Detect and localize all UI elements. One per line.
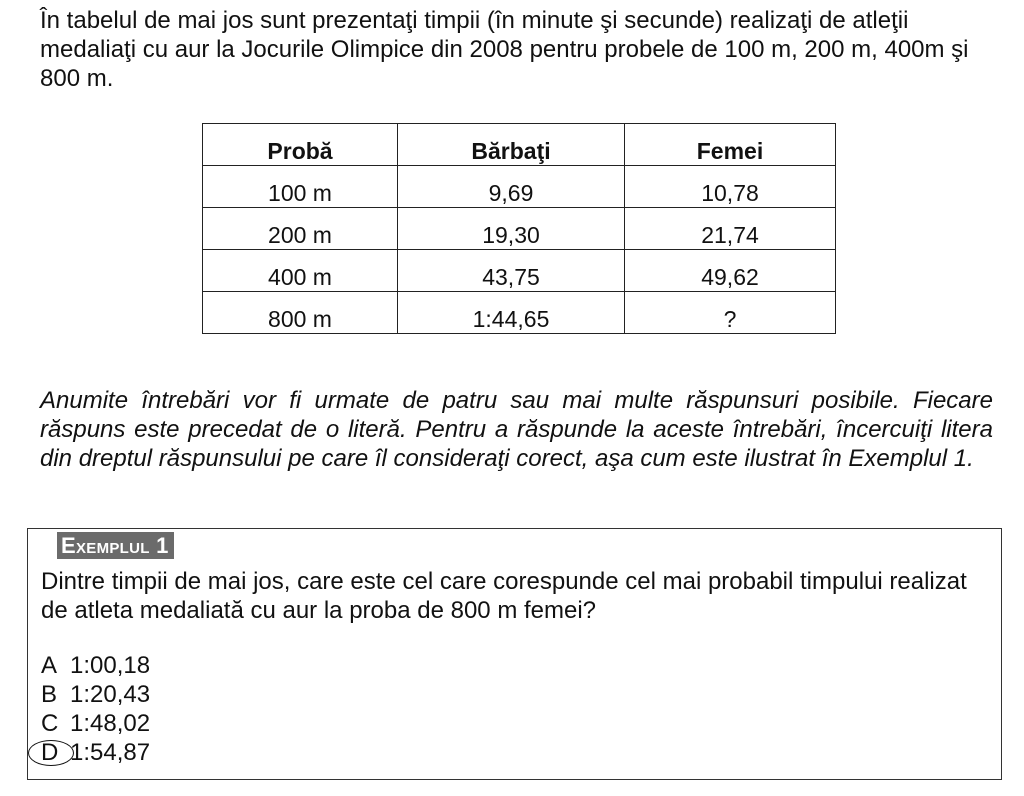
table-row xyxy=(203,166,836,208)
cell-proba: 400 m xyxy=(203,250,398,292)
cell-femei: ? xyxy=(625,292,836,334)
option-letter: D xyxy=(41,739,59,766)
cell-femei: 21,74 xyxy=(625,208,836,250)
instructions-paragraph: Anumite întrebări vor fi urmate de patru sau mai multe răspunsuri posibile. Fiecare răspuns este precedat de o literă. Pentru a răspunde la aceste întrebări, încercuiţi litera din dreptul răspunsului pe care îl consideraţi corect, aşa cum este ilustrat în Exemplul 1. xyxy=(40,387,993,472)
option-text: 1:54,87 xyxy=(70,739,151,766)
table-row xyxy=(203,208,836,250)
option-text: 1:20,43 xyxy=(70,681,151,708)
example-box xyxy=(27,528,1002,780)
option-c[interactable] xyxy=(41,709,150,738)
answer-options xyxy=(41,651,150,767)
header-femei: Femei xyxy=(625,124,836,166)
option-d[interactable] xyxy=(41,738,150,767)
answer-circle-mark xyxy=(28,740,74,766)
option-b[interactable] xyxy=(41,680,150,709)
option-a[interactable] xyxy=(41,651,150,680)
example-question: Dintre timpii de mai jos, care este cel care corespunde cel mai probabil timpului realizat de atleta medaliată cu aur la proba de 800 m femei? xyxy=(41,568,967,624)
header-proba: Probă xyxy=(203,124,398,166)
cell-barbati: 1:44,65 xyxy=(398,292,625,334)
table-row xyxy=(203,292,836,334)
option-letter: B xyxy=(41,681,58,708)
cell-proba: 200 m xyxy=(203,208,398,250)
option-text: 1:00,18 xyxy=(70,652,151,679)
header-barbati: Bărbaţi xyxy=(398,124,625,166)
option-letter: C xyxy=(41,710,59,737)
intro-paragraph: În tabelul de mai jos sunt prezentaţi timpii (în minute şi secunde) realizaţi de atleţii medaliaţi cu aur la Jocurile Olimpice din 2008 pentru probele de 100 m, 200 m, 400m şi 800 m. xyxy=(40,7,969,92)
table-row xyxy=(203,250,836,292)
table-header-row xyxy=(203,124,836,166)
cell-femei: 10,78 xyxy=(625,166,836,208)
example-label: Exemplul 1 xyxy=(57,532,174,559)
olympic-times-table xyxy=(202,123,836,334)
cell-proba: 800 m xyxy=(203,292,398,334)
cell-barbati: 43,75 xyxy=(398,250,625,292)
cell-femei: 49,62 xyxy=(625,250,836,292)
cell-proba: 100 m xyxy=(203,166,398,208)
cell-barbati: 9,69 xyxy=(398,166,625,208)
option-letter: A xyxy=(41,652,58,679)
cell-barbati: 19,30 xyxy=(398,208,625,250)
option-text: 1:48,02 xyxy=(70,710,151,737)
